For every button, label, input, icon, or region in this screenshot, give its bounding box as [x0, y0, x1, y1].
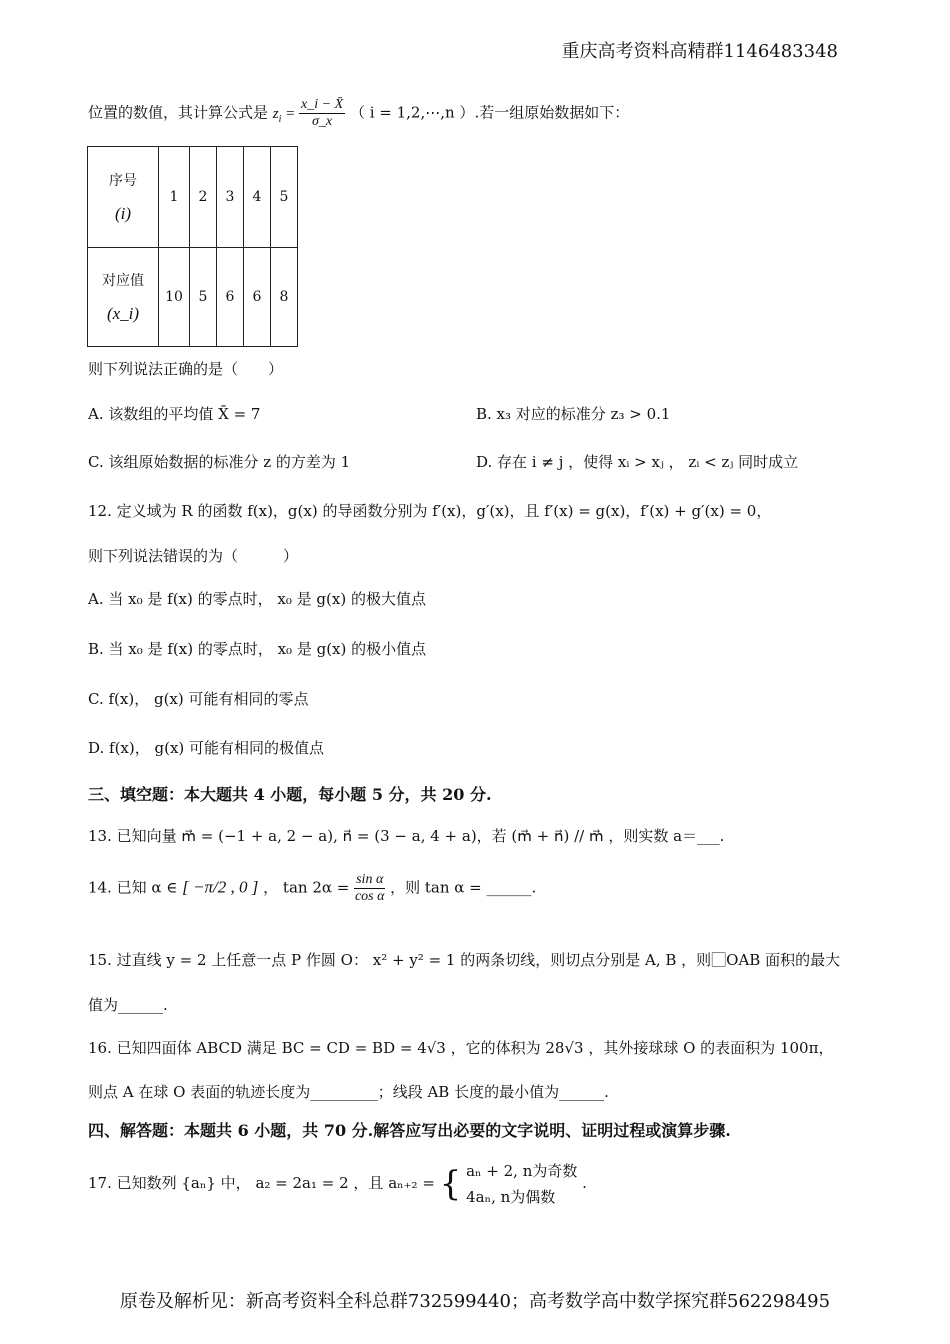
- q12-option-b: B. 当 x₀ 是 f(x) 的零点时， x₀ 是 g(x) 的极小值点: [88, 640, 427, 658]
- table-cell: 10: [159, 248, 190, 347]
- q11-option-c: C. 该组原始数据的标准分 z 的方差为 1: [88, 453, 351, 471]
- table-header-cell: 序号 (i): [88, 147, 159, 248]
- header-watermark: 重庆高考资料高精群1146483348: [561, 41, 838, 62]
- intro-suffix: .若一组原始数据如下：: [474, 103, 630, 122]
- table-header-cell: 对应值 (x_i): [88, 248, 159, 347]
- footer-note: 原卷及解析见：新高考资料全科总群732599440；高考数学高中数学探究群562298495: [119, 1291, 831, 1312]
- table-cell: 8: [271, 248, 298, 347]
- intro-prefix: 位置的数值，其计算公式是: [88, 103, 269, 122]
- q17-suffix: .: [582, 1174, 587, 1192]
- q17: [88, 1158, 587, 1210]
- formula-fraction: [299, 97, 345, 130]
- formula-denominator: σ_x: [312, 114, 333, 129]
- section-4-heading: 四、解答题：本题共 6 小题，共 70 分.解答应写出必要的文字说明、证明过程或演算步骤.: [88, 1121, 731, 1140]
- table-row: [88, 147, 298, 248]
- q14: [88, 872, 536, 905]
- table-cell: 6: [244, 248, 271, 347]
- q11-option-b: B. x₃ 对应的标准分 z₃ > 0.1: [476, 405, 671, 423]
- q12-stem: 12. 定义域为 R 的函数 f(x)，g(x) 的导函数分别为 f′(x)，g′(x)，且 f′(x) = g(x)，f′(x) + g′(x) = 0，: [88, 502, 772, 520]
- q13: 13. 已知向量 m⃗ = (−1 + a, 2 − a), n⃗ = (3 − a, 4 + a)，若 (m⃗ + n⃗) // m⃗ ，则实数 a＝___.: [88, 827, 725, 845]
- table-cell: 3: [217, 147, 244, 248]
- q11-option-d: D. 存在 i ≠ j ，使得 xᵢ > xⱼ ， zᵢ < zⱼ 同时成立: [476, 453, 799, 471]
- q16-line-1: 16. 已知四面体 ABCD 满足 BC = CD = BD = 4√3 ，它的体积为 28√3 ，其外接球球 O 的表面积为 100π，: [88, 1039, 834, 1057]
- q12-stem-2: 则下列说法错误的为（ ）: [88, 547, 299, 565]
- table-cell: 4: [244, 147, 271, 248]
- intro-line: [88, 97, 629, 130]
- formula-lhs: $z_i$ =: [272, 105, 300, 125]
- q14-numerator: sin α: [356, 872, 384, 887]
- formula-numerator: x_i − X̄: [301, 97, 344, 112]
- q15-line-2: 值为______.: [88, 996, 168, 1014]
- table-cell: 6: [217, 248, 244, 347]
- q11-option-a: A. 该数组的平均值 X̄ = 7: [88, 405, 261, 423]
- formula-range: （ i = 1,2,⋯,n ）: [349, 103, 475, 122]
- q14-interval: [ −π/2 , 0 ]: [182, 877, 259, 897]
- table-cell: 5: [190, 248, 217, 347]
- q12-option-a: A. 当 x₀ 是 f(x) 的零点时， x₀ 是 g(x) 的极大值点: [88, 590, 426, 608]
- q17-case-1: aₙ + 2, n为奇数: [466, 1162, 578, 1180]
- data-table: [87, 146, 298, 347]
- q17-prefix: 17. 已知数列 {aₙ} 中， a₂ = 2a₁ = 2 ，且 aₙ₊₂ =: [88, 1174, 440, 1192]
- q16-line-2: 则点 A 在球 O 表面的轨迹长度为_________；线段 AB 长度的最小值为______.: [88, 1083, 609, 1101]
- q12-option-c: C. f(x)， g(x) 可能有相同的零点: [88, 690, 309, 708]
- section-3-heading: 三、填空题：本大题共 4 小题，每小题 5 分，共 20 分.: [88, 785, 492, 804]
- table-cell: 5: [271, 147, 298, 248]
- q17-case-2: 4aₙ, n为偶数: [466, 1188, 556, 1206]
- q12-option-d: D. f(x)， g(x) 可能有相同的极值点: [88, 739, 325, 757]
- q11-stem: 则下列说法正确的是（ ）: [88, 360, 284, 378]
- table-row: [88, 248, 298, 347]
- left-brace-icon: {: [439, 1164, 462, 1204]
- table-cell: 2: [190, 147, 217, 248]
- q14-denominator: cos α: [354, 889, 385, 904]
- q14-prefix: 14. 已知 α ∈: [88, 878, 183, 897]
- q17-piecewise: [440, 1158, 578, 1210]
- table-cell: 1: [159, 147, 190, 248]
- q14-fraction: [354, 872, 385, 905]
- q15-line-1: 15. 过直线 y = 2 上任意一点 P 作圆 O： x² + y² = 1 的两条切线，则切点分别是 A, B ，则⃞OAB 面积的最大: [88, 951, 841, 969]
- q14-mid: ， tan 2α =: [263, 878, 355, 897]
- q14-suffix: ，则 tan α = ______.: [390, 878, 537, 897]
